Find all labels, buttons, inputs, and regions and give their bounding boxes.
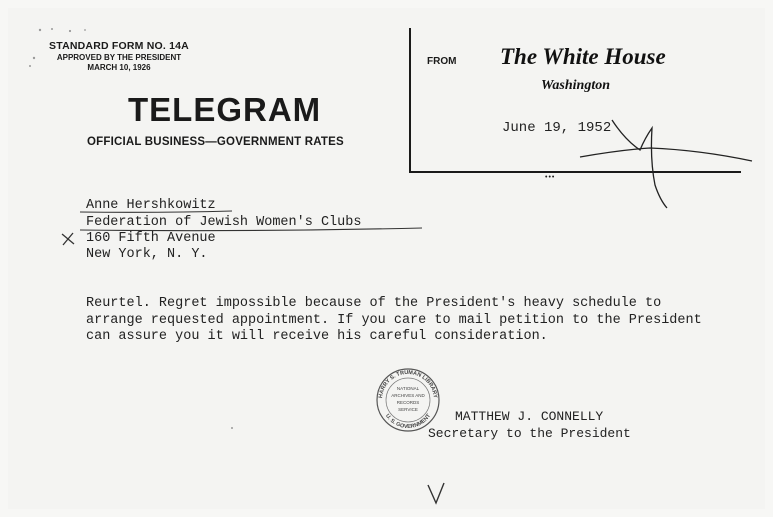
stamp-center-line: RECORDS: [396, 400, 420, 405]
form-approval-date: MARCH 10, 1926: [87, 63, 151, 72]
signer-name: MATTHEW J. CONNELLY: [455, 409, 604, 424]
message-line: can assure you it will receive his careful consideration.: [86, 329, 548, 344]
recipient-street: 160 Fifth Avenue: [86, 231, 216, 246]
recipient-name: Anne Hershkowitz: [86, 198, 216, 213]
stamp-center-line: ARCHIVES AND: [391, 393, 425, 398]
sender-letterhead: The White House: [500, 44, 666, 69]
document-title: TELEGRAM: [128, 91, 322, 128]
stamp-ring-bottom: U. S. GOVERNMENT: [383, 413, 433, 431]
recipient-organization: Federation of Jewish Women's Clubs: [86, 215, 362, 230]
recipient-city: New York, N. Y.: [86, 247, 208, 262]
document-subtitle: OFFICIAL BUSINESS—GOVERNMENT RATES: [87, 136, 344, 148]
stamp-center-line: SERVICE: [398, 407, 418, 412]
from-label: FROM: [427, 56, 457, 67]
box-dots-mark: •••: [545, 174, 556, 181]
stamp-center-line: NATIONAL: [396, 386, 420, 391]
form-approval-note: APPROVED BY THE PRESIDENT: [56, 53, 182, 62]
sender-city: Washington: [541, 78, 610, 93]
form-number: STANDARD FORM NO. 14A: [49, 40, 189, 52]
message-line: Reurtel. Regret impossible because of the President's heavy schedule to: [86, 296, 662, 311]
stamp-ring-top: HARRY S. TRUMAN LIBRARY: [378, 369, 438, 399]
message-line: arrange requested appointment. If you care to mail petition to the President: [86, 313, 702, 328]
signer-title: Secretary to the President: [428, 426, 631, 441]
telegram-date: June 19, 1952: [502, 120, 612, 136]
